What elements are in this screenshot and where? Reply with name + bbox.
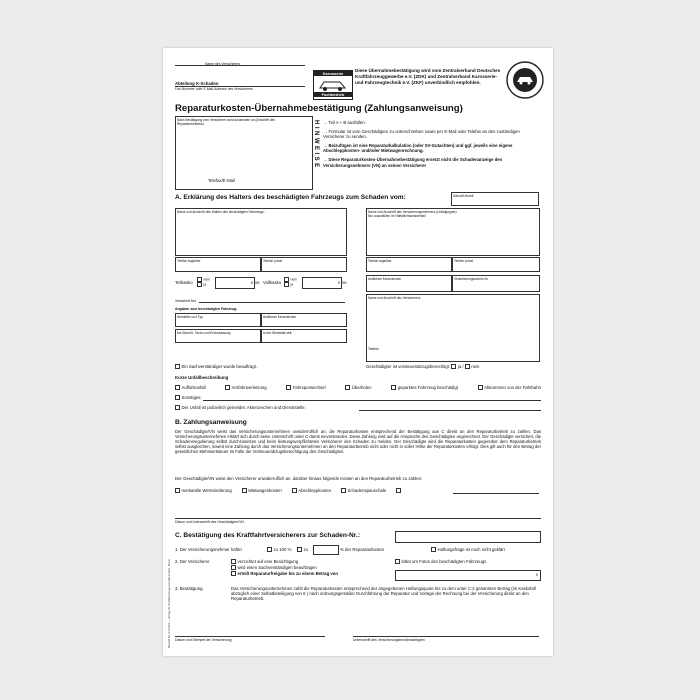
claim-number-field[interactable]	[395, 531, 541, 543]
full-kasko-options[interactable]: nein ja	[284, 277, 297, 287]
police-option[interactable]: Der Unfall ist polizeilich gemeldet. Aktenzeichen und Dienststelle:	[175, 405, 306, 410]
other-option[interactable]: Sonstiges:	[175, 395, 202, 400]
row3-label: 3. Bestätigung	[175, 586, 203, 591]
full-sb-label: SB	[342, 281, 347, 285]
vn-plate-field[interactable]: Amtliches Kennzeichen	[366, 275, 452, 292]
seal-icon	[505, 60, 545, 100]
payment-paragraph-2: Der Geschädigte/VN weist den Versicherer unwiderruflich an, darüber hinaus folgende Kosten an den Reparaturbetrieb zu zahlen:	[175, 476, 423, 481]
vn-policy-field[interactable]: Versicherungsschein-Nr.	[452, 275, 540, 292]
vn-phone-business-field[interactable]: Telefon tagsüber	[366, 257, 452, 272]
vat-option[interactable]: Geschädigter ist vorsteuerabzugsberechtigt: ja / nein	[366, 364, 480, 369]
owner-address-field[interactable]: Name und Anschrift des Halters des beschädigten Fahrzeugs:	[175, 208, 347, 256]
accident-options[interactable]: Auffahrunfall Vorfahrtverletzung Fahrspurwechsel Überholen geparktes Fahrzeug beschädigt Abkommen von der Fahrbahn	[175, 385, 541, 390]
accident-title: Kurze Unfallbeschreibung	[175, 375, 229, 380]
driver-phone-label: Telefon	[368, 347, 379, 351]
section-b-title: B. Zahlungsanweisung	[175, 419, 247, 426]
plate-field[interactable]: Amtliches Kennzeichen	[261, 313, 347, 327]
driver-insurer-field[interactable]: Name und Anschrift des Versicherers Telefon	[366, 294, 540, 362]
workshop-since-field[interactable]: In der Werkstatt seit:	[261, 329, 347, 343]
insurer-signature-label: Unterschrift des Versicherungsbevollmächtigten	[353, 638, 425, 642]
row2-photos-option[interactable]: bittet um Fotos des beschädigten Fahrzeugs	[395, 559, 486, 564]
cost-options[interactable]: merkantile Wertminderung Mietwagenkosten Abschleppkosten Schadenspauschale	[175, 488, 541, 493]
row1-label: 1. Der Versicherungsnehmer haftet	[175, 547, 242, 552]
row1-zu-option[interactable]: zu	[297, 547, 308, 552]
insurer-stamp-label: Datum und Stempel der Versicherung	[175, 638, 232, 642]
hints-label: HINWEISE	[313, 120, 319, 170]
partial-sb-label: SB	[255, 281, 260, 285]
insured-label: Versichert bei:	[175, 299, 197, 303]
row1-percent-field[interactable]	[313, 545, 339, 555]
section-a-title: A. Erklärung des Halters des beschädigten Fahrzeugs zum Schaden vom:	[175, 194, 406, 201]
form-sheet	[163, 48, 553, 656]
mileage-field[interactable]: km-Stand lt. Tacho und Erstzulassung	[175, 329, 261, 343]
row3-text: Das Versicherungsunternehmen zahlt die Reparaturkosten entsprechend der angegebenen Haftungsquote bis zu dem unter C.2 genannten Betrag (im Kaskofall abzüglich einer Selbstbeteiligung von € ) nach ordnungsgemäßer Durchführung der Reparatur und Vorlage der Rechnung bei der Versicherung direkt an den Reparaturbetrieb.	[231, 586, 536, 602]
sender-fax-label: Telefax/E-Mail	[208, 178, 235, 183]
intro-text: Diese Übernahmebestätigung wird vom Zentralverband Deutsches Kraftfahrzeuggewerbe e.V. (ZDK) und Zentralverband Karosserie- und Fahrzeugtechnik e.V. (ZKF) unverbindlich empfohlen.	[355, 68, 501, 85]
maker-field[interactable]: Hersteller und Typ	[175, 313, 261, 327]
form-title: Reparaturkosten-Übernahmebestätigung (Zahlungsanweisung)	[175, 103, 463, 114]
sender-box[interactable]: Nach Bestätigung vom Versicherer zurückzusenden an (Anschrift des Reparaturbetriebs): Telefax/E-Mail	[175, 116, 313, 190]
phone-business-field[interactable]: Telefon tagsüber	[175, 257, 261, 272]
partial-kasko-options[interactable]: nein ja	[197, 277, 210, 287]
karosserie-logo: Karosserie Fachbetrieb	[313, 70, 353, 100]
row1-100-option[interactable]: zu 100 %	[267, 547, 291, 552]
full-sb-field[interactable]: €	[302, 277, 342, 289]
department-value: Abteilung K-Schaden	[175, 81, 219, 86]
row1-percent-label: % der Reparaturkosten	[340, 547, 385, 552]
fax-label: Fax-Nummer oder E-Mail-Adresse des Versicherers	[175, 87, 253, 91]
insurer-name-label: Name des Versicherers	[205, 62, 241, 66]
car-icon	[314, 76, 352, 92]
side-note: Bestell-Nr. 01/3110 – Verlag für Kraftfahrzeug-Handel GmbH, Bonn	[167, 559, 171, 648]
expert-option[interactable]: Ein Sachverständiger wurde beauftragt.	[175, 364, 257, 369]
row2-label: 2. Der Versicherer	[175, 559, 210, 564]
applicant-signature-label: Datum und Unterschrift des Geschädigten/VN	[175, 520, 244, 524]
partial-kasko-label: Teilkasko	[175, 280, 193, 285]
vehicle-label: Angaben zum beschädigten Fahrzeug:	[175, 307, 238, 311]
vn-phone-private-field[interactable]: Telefon privat	[452, 257, 540, 272]
release-amount-field[interactable]: €	[395, 570, 541, 581]
row1-open-option[interactable]: Haftungsfrage ist noch nicht geklärt	[431, 547, 505, 552]
phone-private-field[interactable]: Telefon privat	[261, 257, 347, 272]
section-c-title: C. Bestätigung des Kraftfahrtversicherers zur Schaden-Nr.:	[175, 532, 361, 539]
payment-paragraph: Der Geschädigte/VN weist das Versicherungsunternehmen unwiderruflich an, die Reparaturkosten entsprechend der Bestätigung aus C direkt an den Reparaturbetrieb zu zahlen. Das Versicherungsunternehmen erklärt sich durch seine Unterschrift unter C damit einverstanden. Diese Zahlung wird auf die Ansprüche des Geschädigten angerechnet. Der Geschädigte versichert, die Schadensregulierung selbst durchzusetzen und beim leistungsverpflichteten Versicherer den Schaden zu melden. Der Geschädigte wird die Reparaturkosten gegenüber dem Reparaturbetrieb selbst ausgleichen, soweit eine Zahlung durch das Versicherungsunternehmen an den Reparaturbetrieb nicht oder nicht in voller Höhe der Reparaturkosten erfolgt. Dies gilt auch für den Betrag der gesetzlichen Mehrwertsteuer im Falle der Vorsteuerabzugsberechtigung des Geschädigten.	[175, 429, 541, 454]
partial-sb-field[interactable]: €	[215, 277, 255, 289]
full-kasko-label: Vollkasko	[263, 280, 282, 285]
vn-address-field[interactable]: Name und Anschrift des Versicherungsnehmers (Unfallgegner): Nur auszufüllen im Haftpflichtschadenfall	[366, 208, 540, 256]
accident-date-field[interactable]: Datum/Uhrzeit	[451, 192, 539, 206]
hints-list: → Teil A + B ausfüllen. → Formular ist vom Geschädigten zu unterschreiben sowie per E-Mail oder Telefax an den zuständigen Versicherer zu senden. → Beizufügen ist eine Reparaturkalkulation (oder SV-Gutachten) und ggf. jeweils eine eigene Abschleppkosten- und/oder Mietwagenrechnung. → Diese Reparaturkosten-Übernahmebestätigung ersetzt nicht die Schadenanzeige des Versicherungsnehmers (VN) an seinen Versicherer	[323, 120, 520, 168]
row2-options[interactable]: verzichtet auf eine Besichtigung wird einen Sachverständigen beauftragen erteilt Reparaturfreigabe bis zu einem Betrag von	[231, 559, 338, 577]
kfz-seal	[505, 60, 545, 100]
